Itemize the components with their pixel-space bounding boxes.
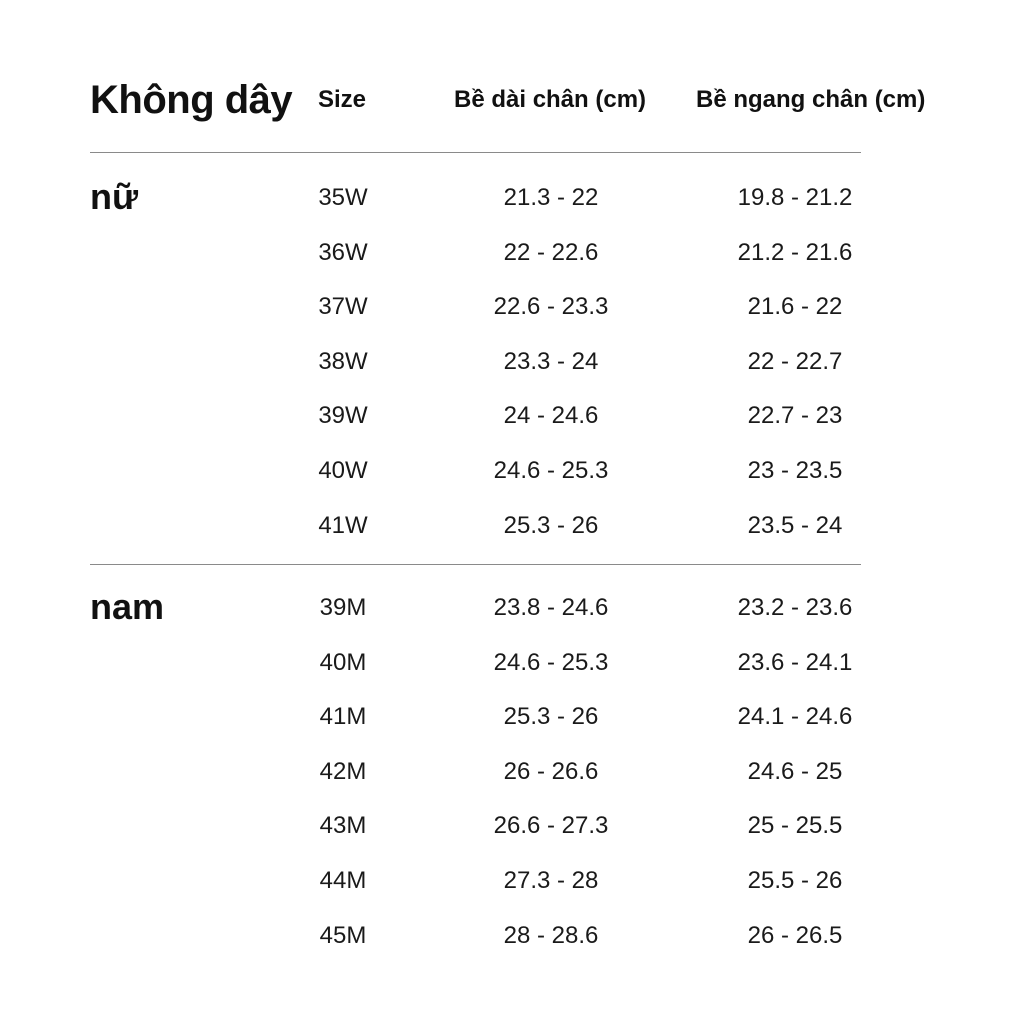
width-cell: 19.8 - 21.2 — [737, 184, 853, 211]
table-row — [0, 401, 1024, 456]
size-cell: 39M — [319, 594, 367, 621]
page-title: Không dây — [90, 78, 293, 122]
length-cell: 25.3 - 26 — [503, 511, 599, 539]
group-divider — [90, 564, 861, 565]
size-cell: 41W — [318, 511, 368, 539]
group-label-women: nữ — [90, 176, 139, 217]
length-cell: 24.6 - 25.3 — [493, 648, 609, 676]
table-row — [0, 183, 1024, 238]
table-row — [0, 593, 1024, 648]
size-cell: 39W — [318, 402, 368, 430]
size-cell: 37W — [318, 293, 368, 321]
width-cell: 23.6 - 24.1 — [737, 648, 853, 676]
size-cell: 41M — [319, 703, 367, 731]
table-row — [0, 292, 1024, 347]
column-header-foot-length: Bề dài chân (cm) — [454, 86, 647, 113]
table-row — [0, 511, 1024, 566]
length-cell: 23.8 - 24.6 — [493, 594, 609, 621]
table-row — [0, 811, 1024, 866]
length-cell: 26.6 - 27.3 — [493, 812, 609, 840]
size-cell: 43M — [319, 812, 367, 840]
length-cell: 26 - 26.6 — [503, 757, 599, 785]
length-cell: 22 - 22.6 — [503, 238, 599, 266]
table-row — [0, 456, 1024, 511]
size-cell: 45M — [319, 921, 367, 949]
table-row — [0, 702, 1024, 757]
size-cell: 40M — [319, 648, 367, 676]
width-cell: 21.6 - 22 — [747, 293, 843, 321]
size-cell: 40W — [318, 456, 368, 484]
width-cell: 23.2 - 23.6 — [737, 594, 853, 621]
width-cell: 22 - 22.7 — [747, 347, 843, 375]
width-cell: 24.1 - 24.6 — [737, 703, 853, 731]
table-row — [0, 648, 1024, 703]
size-section-women — [0, 183, 1024, 565]
width-cell: 23 - 23.5 — [747, 456, 843, 484]
width-cell: 25 - 25.5 — [747, 812, 843, 840]
table-row — [0, 757, 1024, 812]
width-cell: 26 - 26.5 — [747, 921, 843, 949]
length-cell: 24 - 24.6 — [503, 402, 599, 430]
length-cell: 23.3 - 24 — [503, 347, 599, 375]
group-label-men: nam — [90, 586, 165, 627]
length-cell: 21.3 - 22 — [503, 184, 599, 211]
size-section-men — [0, 593, 1024, 975]
column-header-foot-width: Bề ngang chân (cm) — [696, 86, 926, 113]
width-cell: 22.7 - 23 — [747, 402, 843, 430]
width-cell: 21.2 - 21.6 — [737, 238, 853, 266]
table-row — [0, 866, 1024, 921]
length-cell: 22.6 - 23.3 — [493, 293, 609, 321]
header-divider — [90, 152, 861, 153]
size-cell: 38W — [318, 347, 368, 375]
size-cell: 42M — [319, 757, 367, 785]
length-cell: 24.6 - 25.3 — [493, 456, 609, 484]
column-header-size: Size — [318, 86, 367, 113]
length-cell: 25.3 - 26 — [503, 703, 599, 731]
length-cell: 28 - 28.6 — [503, 921, 599, 949]
table-row — [0, 238, 1024, 293]
width-cell: 25.5 - 26 — [747, 866, 843, 894]
length-cell: 27.3 - 28 — [503, 866, 599, 894]
size-cell: 44M — [319, 866, 367, 894]
table-row — [0, 347, 1024, 402]
width-cell: 24.6 - 25 — [747, 757, 843, 785]
table-row — [0, 921, 1024, 976]
width-cell: 23.5 - 24 — [747, 511, 843, 539]
size-cell: 36W — [318, 238, 368, 266]
size-cell: 35W — [318, 184, 368, 211]
